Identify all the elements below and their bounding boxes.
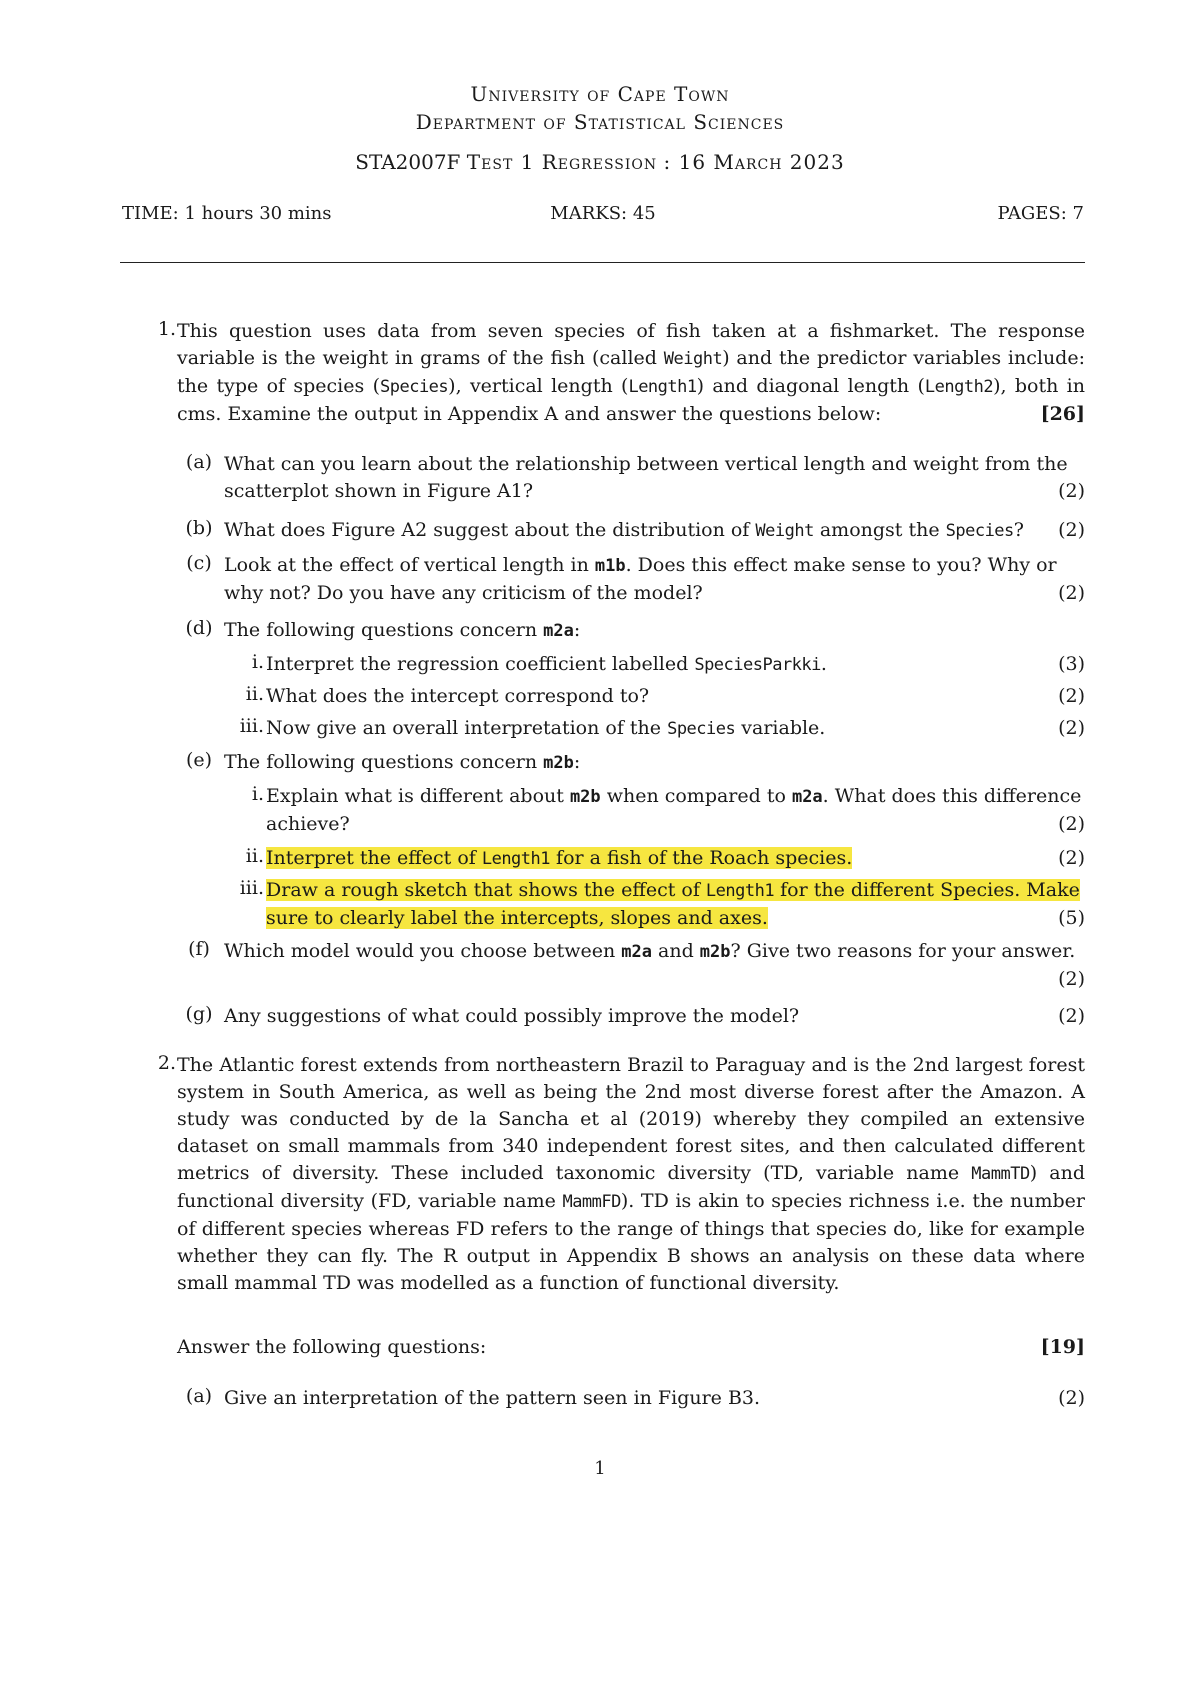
part-text: The following questions concern m2a: xyxy=(224,619,581,641)
part-marks: (2) xyxy=(1058,480,1085,502)
question-1-intro xyxy=(120,318,1085,426)
subpart-text xyxy=(266,845,1085,873)
exam-pages: PAGES: 7 xyxy=(997,203,1084,224)
question-1a xyxy=(120,451,1085,505)
subpart-label: i. xyxy=(251,783,264,805)
question-1d-ii xyxy=(120,683,1085,710)
question-2-text: The Atlantic forest extends from northeastern Brazil to Paraguay and is the 2nd largest forest system in South America, as well as being the 2nd most diverse forest after the Amazon. A study was conducted by de la Sancha et al (2019) whereby they compiled an extensive dataset on small mammals from 340 independent forest sites, and then calculated different metrics of diversity. These included taxonomic diversity (TD, variable name MammTD) and functional diversity (FD, variable name MammFD). TD is akin to species richness i.e. the number of different species whereas FD refers to the range of things that species do, like for example whether they can fly. The R output in Appendix B shows an analysis on these data where small mammal TD was modelled as a function of functional diversity. xyxy=(177,1054,1086,1294)
subpart-text: Explain what is different about m2b when compared to m2a. What does this difference achieve? (2) xyxy=(266,783,1085,838)
question-1-total: [26] xyxy=(1040,403,1085,425)
question-1b xyxy=(120,517,1085,544)
part-marks: (2) xyxy=(1058,519,1085,541)
test-name: Test 1 Regression xyxy=(466,150,658,174)
question-2a xyxy=(120,1385,1085,1412)
subpart-text: Interpret the regression coefficient labelled SpeciesParkki. (3) xyxy=(266,651,1085,679)
question-1c xyxy=(120,552,1085,606)
part-label: (a) xyxy=(185,1385,213,1407)
subpart-text xyxy=(266,877,1085,932)
part-text: Give an interpretation of the pattern seen in Figure B3. (2) xyxy=(224,1385,1085,1412)
part-text: The following questions concern m2b: xyxy=(224,751,581,773)
question-2-total: [19] xyxy=(1040,1336,1085,1358)
course-code: STA2007F xyxy=(355,150,461,174)
question-1e-i xyxy=(120,783,1085,837)
subpart-label: ii. xyxy=(245,845,264,867)
question-1d xyxy=(120,617,1085,644)
exam-marks: MARKS: 45 xyxy=(550,203,656,224)
highlighted-text: Draw a rough sketch that shows the effect of Length1 for the different Species. Make sure to clearly label the intercepts, slopes and axes. xyxy=(266,879,1080,929)
part-text: Any suggestions of what could possibly improve the model? (2) xyxy=(224,1003,1085,1030)
department-title: Department of Statistical Sciences xyxy=(415,110,785,134)
subpart-label: i. xyxy=(251,651,264,673)
part-label: (d) xyxy=(185,617,213,639)
question-2-prompt xyxy=(120,1334,1085,1361)
question-1e-ii xyxy=(120,845,1085,872)
part-marks: (2) xyxy=(1058,1387,1085,1409)
part-text: Look at the effect of vertical length in m1b. Does this effect make sense to you? Why or why not? Do you have any criticism of the model? (2) xyxy=(224,552,1085,607)
subpart-marks: (2) xyxy=(1058,717,1085,739)
subpart-marks: (5) xyxy=(1058,907,1085,929)
question-1-text: This question uses data from seven species of fish taken at a fishmarket. The response variable is the weight in grams of the fish (called Weight) and the predictor variables include: the type of species (Species), vertical length (Length1) and diagonal length (Length2), both in cms. Examine the output in Appendix A and answer the questions below: [26] xyxy=(177,318,1085,428)
question-1d-i xyxy=(120,651,1085,678)
part-label: (f) xyxy=(188,938,210,960)
question-1-number: 1. xyxy=(157,318,176,340)
test-date: : 16 March 2023 xyxy=(663,150,845,174)
subpart-marks: (2) xyxy=(1058,847,1085,869)
exam-time: TIME: 1 hours 30 mins xyxy=(122,203,332,224)
page-number: 1 xyxy=(594,1458,606,1479)
question-1d-iii xyxy=(120,715,1085,742)
part-text: What can you learn about the relationship between vertical length and weight from the scatterplot shown in Figure A1? (2) xyxy=(224,451,1085,505)
subpart-marks: (2) xyxy=(1058,685,1085,707)
subpart-text: What does the intercept correspond to? (2) xyxy=(266,683,1085,710)
question-2-number: 2. xyxy=(157,1052,176,1074)
subpart-text: Now give an overall interpretation of the Species variable. (2) xyxy=(266,715,1085,743)
university-title: University of Cape Town xyxy=(470,82,730,106)
subpart-marks: (2) xyxy=(1058,813,1085,835)
exam-meta-row xyxy=(122,203,1084,229)
question-1e xyxy=(120,749,1085,776)
question-1f xyxy=(120,938,1085,992)
question-1g xyxy=(120,1003,1085,1030)
part-marks: (2) xyxy=(1058,582,1085,604)
part-label: (b) xyxy=(185,517,213,539)
part-label: (g) xyxy=(185,1003,213,1025)
subpart-label: iii. xyxy=(239,877,264,899)
highlighted-text: Interpret the effect of Length1 for a fish of the Roach species. xyxy=(266,847,853,869)
subpart-label: iii. xyxy=(239,715,264,737)
question-1e-iii xyxy=(120,877,1085,931)
part-label: (c) xyxy=(186,552,212,574)
part-text: What does Figure A2 suggest about the distribution of Weight amongst the Species? (2) xyxy=(224,517,1085,545)
subpart-marks: (3) xyxy=(1058,653,1085,675)
question-2-intro xyxy=(120,1052,1085,1292)
part-label: (a) xyxy=(185,451,213,473)
part-label: (e) xyxy=(185,749,213,771)
part-text: Which model would you choose between m2a and m2b? Give two reasons for your answer. (2) xyxy=(224,938,1085,993)
part-marks: (2) xyxy=(1058,968,1085,990)
answer-prompt: Answer the following questions: xyxy=(177,1336,487,1358)
header-divider xyxy=(120,262,1085,263)
part-marks: (2) xyxy=(1058,1005,1085,1027)
test-title xyxy=(0,150,1200,174)
subpart-label: ii. xyxy=(245,683,264,705)
